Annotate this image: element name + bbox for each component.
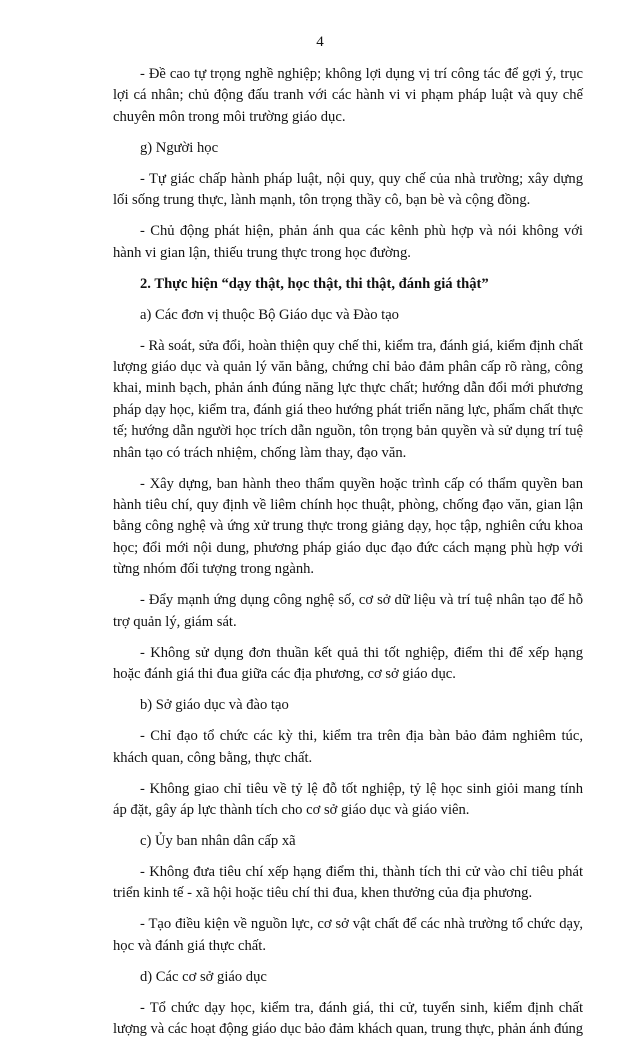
text-line: học và đánh giá thực chất. [113, 937, 266, 954]
text-line: - Không giao chỉ tiêu về tỷ lệ đỗ tốt nghiệp, tỷ lệ học sinh giỏi mang tính [140, 780, 583, 797]
text-line: từng nhóm đối tượng trong ngành. [113, 561, 315, 578]
text-line: - Tổ chức dạy học, kiểm tra, đánh giá, thi cử, tuyển sinh, kiểm định chất [140, 999, 583, 1016]
text-line: tế; hướng dẫn người học trích dẫn nguồn, tôn trọng bản quyền và sử dụng trí tuệ [113, 423, 583, 440]
text-line: bằng công nghệ và ứng xử trung thực trong giảng dạy, học tập, nghiên cứu khoa [113, 518, 583, 535]
text-line: khai, minh bạch, phản ánh đúng năng lực thực chất; hướng dẫn đổi mới phương [113, 380, 583, 397]
paragraph [113, 779, 583, 822]
paragraph [113, 967, 583, 988]
text-line: a) Các đơn vị thuộc Bộ Giáo dục và Đào tạo [140, 306, 399, 323]
text-line: chuyên môn trong môi trường giáo dục. [113, 108, 346, 125]
paragraph [113, 64, 583, 128]
paragraph [113, 831, 583, 852]
paragraph [113, 138, 583, 159]
paragraph [113, 914, 583, 957]
text-line: c) Ủy ban nhân dân cấp xã [140, 832, 296, 849]
text-line: lối sống trung thực, lành mạnh, tôn trọng thầy cô, bạn bè và cộng đồng. [113, 192, 531, 209]
paragraph [113, 305, 583, 326]
text-line: g) Người học [140, 139, 219, 156]
text-line: khách quan, công bằng, thực chất. [113, 749, 313, 766]
text-line: - Đề cao tự trọng nghề nghiệp; không lợi dụng vị trí công tác để gợi ý, trục [140, 66, 583, 82]
text-line: hành vi gian lận, thiếu trung thực trong học đường. [113, 244, 411, 261]
text-line: lợi cá nhân; chủ động đấu tranh với các hành vi vi phạm pháp luật và quy chế [113, 87, 583, 104]
text-line: lượng giáo dục và quản lý văn bằng, chứng chỉ bảo đảm phân cấp rõ ràng, công [113, 359, 583, 376]
text-line: áp đặt, gây áp lực thành tích cho cơ sở giáo dục và giáo viên. [113, 801, 470, 818]
text-line: - Rà soát, sửa đổi, hoàn thiện quy chế thi, kiểm tra, đánh giá, kiểm định chất [140, 337, 583, 354]
text-line: - Không sử dụng đơn thuần kết quả thi tốt nghiệp, điểm thi để xếp hạng [140, 644, 583, 661]
text-line: lượng và các hoạt động giáo dục bảo đảm khách quan, trung thực, phản ánh đúng [113, 1021, 583, 1038]
paragraph [113, 590, 583, 633]
paragraph [113, 474, 583, 581]
section-heading [113, 274, 583, 295]
paragraph [113, 643, 583, 686]
text-line: học; đổi mới nội dung, phương pháp giáo dục đạo đức cách mạng phù hợp với [113, 539, 583, 556]
text-line: - Tạo điều kiện về nguồn lực, cơ sở vật chất để các nhà trường tổ chức dạy, [140, 916, 583, 933]
text-line: hành tiêu chí, quy định về liêm chính học thuật, phòng, chống đạo văn, gian lận [113, 497, 583, 514]
text-line: triển kinh tế - xã hội hoặc tiêu chí thi đua, khen thưởng của địa phương. [113, 885, 533, 902]
text-line: - Tự giác chấp hành pháp luật, nội quy, quy chế của nhà trường; xây dựng [140, 170, 583, 187]
paragraph [113, 862, 583, 905]
paragraph [113, 169, 583, 212]
paragraph [113, 695, 583, 716]
text-line: nhân tạo có trách nhiệm, chống làm thay, đạo văn. [113, 444, 407, 461]
text-line: pháp dạy học, kiểm tra, đánh giá theo hướng phát triển năng lực, phẩm chất thực [113, 401, 583, 418]
paragraph [113, 998, 583, 1041]
paragraph [113, 726, 583, 769]
paragraph [113, 221, 583, 264]
document-body [113, 64, 583, 1050]
text-line: 2. Thực hiện “dạy thật, học thật, thi thật, đánh giá thật” [140, 275, 489, 292]
text-line: - Chủ động phát hiện, phản ánh qua các kênh phù hợp và nói không với [140, 223, 583, 240]
text-line: - Xây dựng, ban hành theo thẩm quyền hoặc trình cấp có thẩm quyền ban [140, 475, 583, 492]
paragraph [113, 336, 583, 464]
text-line: - Đẩy mạnh ứng dụng công nghệ số, cơ sở dữ liệu và trí tuệ nhân tạo để hỗ [140, 592, 583, 609]
text-line: b) Sở giáo dục và đào tạo [140, 697, 289, 714]
text-line: trợ quản lý, giám sát. [113, 613, 237, 630]
page-number: 4 [316, 34, 324, 50]
text-line: - Không đưa tiêu chí xếp hạng điểm thi, thành tích thi cử vào chỉ tiêu phát [140, 863, 583, 880]
text-line: - Chỉ đạo tổ chức các kỳ thi, kiểm tra trên địa bàn bảo đảm nghiêm túc, [140, 728, 583, 745]
text-line: hoặc đánh giá thi đua giữa các địa phương, cơ sở giáo dục. [113, 666, 456, 683]
text-line: d) Các cơ sở giáo dục [140, 968, 267, 985]
